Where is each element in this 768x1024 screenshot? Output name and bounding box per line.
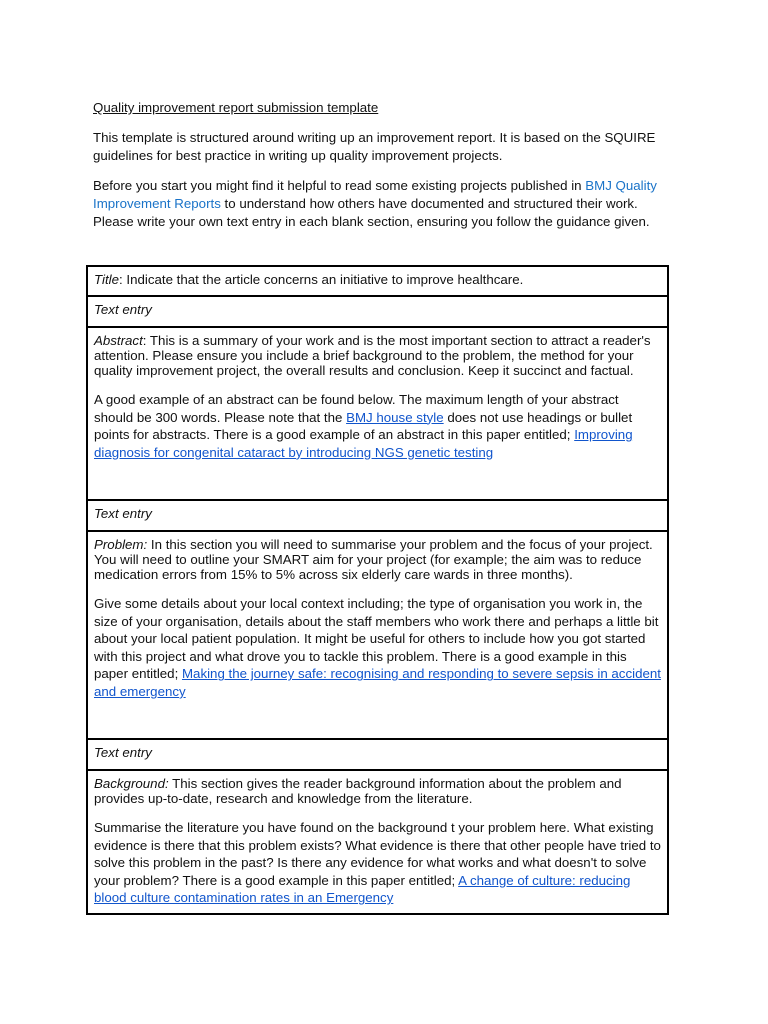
title-label: Title — [94, 272, 120, 287]
before-paragraph — [93, 177, 668, 231]
page-title: Quality improvement report submission template — [93, 100, 379, 115]
sepsis-journey-link[interactable]: Making the journey safe: recognising and responding to severe sepsis in accident and emergency — [94, 666, 661, 699]
abstract-entry-row — [87, 500, 668, 531]
abstract-text: : This is a summary of your work and is the most important section to attract a reader's attention. Please ensure you include a brief background to the problem, the method for your quality improvement project, the overall results and conclusion. Keep it succinct and factual. — [94, 333, 651, 378]
problem-text-entry[interactable]: Text entry — [87, 739, 668, 770]
intro-paragraph: This template is structured around writing up an improvement report. It is based on the SQUIRE guidelines for best practice in writing up quality improvement projects. — [93, 130, 656, 163]
title-entry-row — [87, 296, 668, 327]
title-row — [87, 266, 668, 296]
before-after-text: to understand how others have documented and structured their work. Please write your own text entry in each blank section, ensuring you follow the guidance given. — [93, 196, 650, 229]
title-cell — [87, 266, 668, 296]
abstract-row — [87, 327, 668, 500]
abstract-example-text-2: does not use headings or bullet points for abstracts. There is a good example of an abstract in this paper entitled; — [94, 409, 633, 443]
before-text: Before you start you might find it helpful to read some existing projects published in — [93, 178, 586, 193]
template-table — [86, 265, 669, 915]
abstract-text-entry[interactable]: Text entry — [87, 500, 668, 531]
abstract-label: Abstract — [94, 333, 143, 348]
congenital-cataract-link[interactable]: Improving diagnosis for congenital cataract by introducing NGS genetic testing — [94, 427, 633, 460]
background-row — [87, 770, 668, 914]
bmj-house-style-link[interactable]: BMJ house style — [346, 409, 444, 425]
problem-cell — [87, 531, 668, 739]
abstract-cell — [87, 327, 668, 500]
background-guidance — [94, 776, 661, 806]
abstract-example-text: A good example of an abstract can be found below. The maximum length of your abstract should be 300 words. Please note that the — [94, 392, 619, 425]
background-text: This section gives the reader background information about the problem and provides up-to-date, research and knowledge from the literature. — [94, 776, 622, 806]
title-text-entry[interactable]: Text entry — [87, 296, 668, 327]
problem-label: Problem: — [94, 537, 148, 552]
abstract-example — [94, 391, 661, 461]
problem-example — [94, 595, 661, 701]
bmj-qir-link[interactable]: BMJ Quality Improvement Reports — [93, 178, 657, 211]
background-cell — [87, 770, 668, 914]
problem-entry-row — [87, 739, 668, 770]
problem-row — [87, 531, 668, 739]
page-content — [93, 99, 668, 231]
blood-culture-link[interactable]: A change of culture: reducing blood culture contamination rates in an Emergency — [94, 872, 631, 906]
title-guidance: : Indicate that the article concerns an initiative to improve healthcare. — [119, 272, 524, 287]
background-example — [94, 819, 661, 907]
problem-text: In this section you will need to summarise your problem and the focus of your project. You will need to outline your SMART aim for your project (for example; the aim was to reduce medication errors from 15% to 5% across six elderly care wards in three months). — [94, 537, 653, 582]
background-example-text: Summarise the literature you have found on the background t your problem here. What existing evidence is there that this problem exists? What evidence is there that other people have tried to solve this problem in the past? Is there any evidence for what works and what doesn't to solve your problem? There is a good example in this paper entitled; — [94, 820, 661, 888]
background-label: Background: — [94, 776, 169, 791]
problem-guidance — [94, 537, 661, 582]
problem-example-text: Give some details about your local context including; the type of organisation you work in, the size of your organisation, details about the staff members who work there and perhaps a little bit about your local patient population. It might be useful for others to include how you got started with this project and what drove you to tackle this problem. There is a good example in this paper entitled; — [94, 596, 659, 682]
abstract-guidance — [94, 333, 661, 378]
